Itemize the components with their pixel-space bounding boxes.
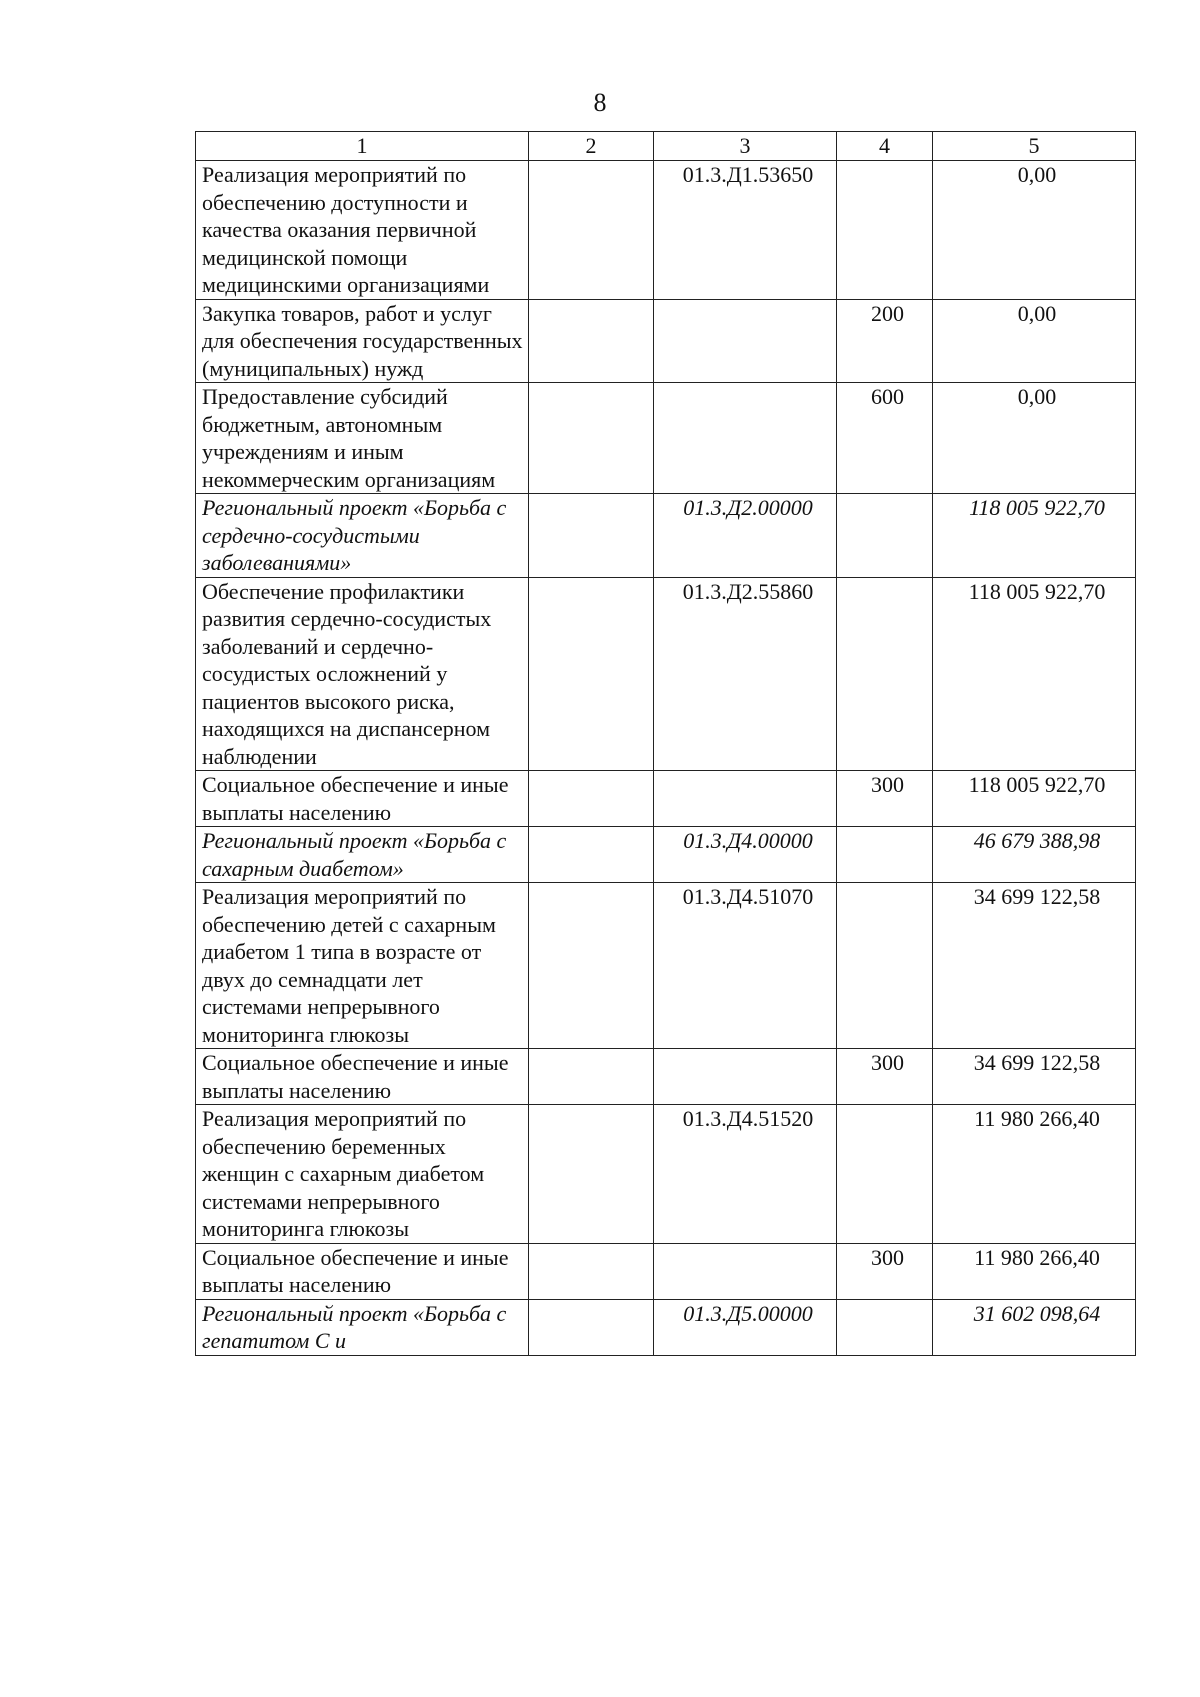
row-code-cell: 01.3.Д4.51520 xyxy=(654,1105,837,1244)
row-code-cell: 01.3.Д2.00000 xyxy=(654,494,837,578)
row-sum-cell: 118 005 922,70 xyxy=(933,494,1136,578)
table-row xyxy=(196,1105,1136,1244)
table-row xyxy=(196,383,1136,494)
row-col2-cell xyxy=(529,1243,654,1299)
row-col2-cell xyxy=(529,1049,654,1105)
table-row xyxy=(196,1243,1136,1299)
header-cell: 2 xyxy=(529,132,654,161)
row-name-cell: Социальное обеспечение и иные выплаты населению xyxy=(196,771,529,827)
row-name-cell: Обеспечение профилактики развития сердечно-сосудистых заболеваний и сердечно-сосудистых осложнений у пациентов высокого риска, находящихся на диспансерном наблюдении xyxy=(196,577,529,771)
table-body xyxy=(196,161,1136,1356)
header-row xyxy=(196,132,1136,161)
row-col2-cell xyxy=(529,771,654,827)
row-sum-cell: 11 980 266,40 xyxy=(933,1105,1136,1244)
row-sum-cell: 118 005 922,70 xyxy=(933,771,1136,827)
row-name-cell: Региональный проект «Борьба с гепатитом С и xyxy=(196,1299,529,1355)
row-col2-cell xyxy=(529,383,654,494)
row-sum-cell: 11 980 266,40 xyxy=(933,1243,1136,1299)
row-code-cell xyxy=(654,771,837,827)
row-code-cell: 01.3.Д4.51070 xyxy=(654,883,837,1049)
table-row xyxy=(196,883,1136,1049)
table-row xyxy=(196,771,1136,827)
row-type-cell xyxy=(837,494,933,578)
row-type-cell: 200 xyxy=(837,299,933,383)
row-code-cell xyxy=(654,1243,837,1299)
row-type-cell xyxy=(837,1105,933,1244)
row-col2-cell xyxy=(529,883,654,1049)
row-name-cell: Социальное обеспечение и иные выплаты населению xyxy=(196,1243,529,1299)
row-sum-cell: 34 699 122,58 xyxy=(933,883,1136,1049)
row-sum-cell: 0,00 xyxy=(933,383,1136,494)
table-row xyxy=(196,577,1136,771)
table-row xyxy=(196,299,1136,383)
budget-table xyxy=(195,131,1136,1356)
table-row xyxy=(196,1299,1136,1355)
row-name-cell: Реализация мероприятий по обеспечению детей с сахарным диабетом 1 типа в возрасте от двух до семнадцати лет системами непрерывного мониторинга глюкозы xyxy=(196,883,529,1049)
row-type-cell xyxy=(837,827,933,883)
row-sum-cell: 0,00 xyxy=(933,161,1136,300)
row-type-cell xyxy=(837,883,933,1049)
header-cell: 4 xyxy=(837,132,933,161)
table-row xyxy=(196,494,1136,578)
row-type-cell: 300 xyxy=(837,1243,933,1299)
row-type-cell xyxy=(837,577,933,771)
row-sum-cell: 31 602 098,64 xyxy=(933,1299,1136,1355)
row-name-cell: Региональный проект «Борьба с сердечно-сосудистыми заболеваниями» xyxy=(196,494,529,578)
row-name-cell: Реализация мероприятий по обеспечению доступности и качества оказания первичной медицинской помощи медицинскими организациями xyxy=(196,161,529,300)
row-col2-cell xyxy=(529,299,654,383)
row-code-cell: 01.3.Д4.00000 xyxy=(654,827,837,883)
row-sum-cell: 0,00 xyxy=(933,299,1136,383)
header-cell: 3 xyxy=(654,132,837,161)
row-name-cell: Региональный проект «Борьба с сахарным диабетом» xyxy=(196,827,529,883)
page-number: 8 xyxy=(593,88,607,117)
row-col2-cell xyxy=(529,1105,654,1244)
header-cell: 1 xyxy=(196,132,529,161)
row-col2-cell xyxy=(529,161,654,300)
row-code-cell xyxy=(654,299,837,383)
row-name-cell: Закупка товаров, работ и услуг для обеспечения государственных (муниципальных) нужд xyxy=(196,299,529,383)
row-type-cell xyxy=(837,1299,933,1355)
header-cell: 5 xyxy=(933,132,1136,161)
row-code-cell: 01.3.Д1.53650 xyxy=(654,161,837,300)
row-name-cell: Социальное обеспечение и иные выплаты населению xyxy=(196,1049,529,1105)
row-sum-cell: 46 679 388,98 xyxy=(933,827,1136,883)
table-row xyxy=(196,1049,1136,1105)
row-type-cell: 300 xyxy=(837,771,933,827)
row-col2-cell xyxy=(529,827,654,883)
row-col2-cell xyxy=(529,494,654,578)
row-code-cell xyxy=(654,383,837,494)
row-sum-cell: 34 699 122,58 xyxy=(933,1049,1136,1105)
row-name-cell: Реализация мероприятий по обеспечению беременных женщин с сахарным диабетом системами непрерывного мониторинга глюкозы xyxy=(196,1105,529,1244)
row-type-cell: 600 xyxy=(837,383,933,494)
row-type-cell xyxy=(837,161,933,300)
row-sum-cell: 118 005 922,70 xyxy=(933,577,1136,771)
table-row xyxy=(196,827,1136,883)
row-code-cell xyxy=(654,1049,837,1105)
table-row xyxy=(196,161,1136,300)
row-col2-cell xyxy=(529,1299,654,1355)
row-code-cell: 01.3.Д2.55860 xyxy=(654,577,837,771)
row-code-cell: 01.3.Д5.00000 xyxy=(654,1299,837,1355)
row-type-cell: 300 xyxy=(837,1049,933,1105)
row-name-cell: Предоставление субсидий бюджетным, автономным учреждениям и иным некоммерческим организациям xyxy=(196,383,529,494)
row-col2-cell xyxy=(529,577,654,771)
